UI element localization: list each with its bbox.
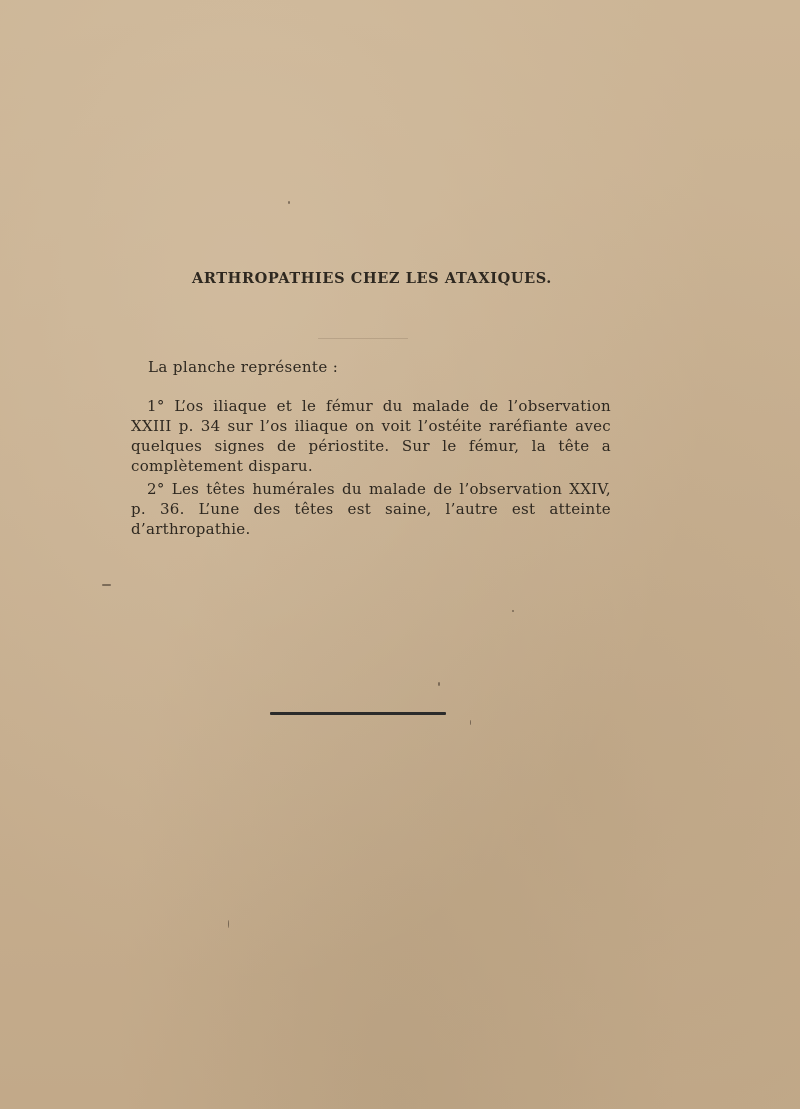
intro-text: La planche représente : <box>148 358 339 376</box>
paper-speck <box>228 920 229 928</box>
page-title-text: ARTHROPATHIES CHEZ LES ATAXIQUES. <box>192 270 552 287</box>
paragraph-2-text: 2° Les têtes humérales du malade de l’observation XXIV, p. 36. L’une des têtes est saine, l’autre est atteinte d’arthropathie. <box>131 480 611 538</box>
paragraph-1-text: 1° L’os iliaque et le fémur du malade de l’observation XXIII p. 34 sur l’os iliaque on voit l’ostéite raréfiante avec quelques signes de périostite. Sur le fémur, la tête a complètement disparu. <box>131 397 611 475</box>
paragraph-1 <box>131 396 611 476</box>
paper-speck <box>438 682 440 686</box>
paper-speck <box>102 584 111 586</box>
paragraph-2 <box>131 479 611 539</box>
paper-speck <box>470 720 471 725</box>
end-divider <box>270 712 446 715</box>
faint-divider <box>318 338 408 339</box>
paper-speck <box>288 201 290 204</box>
paper-speck <box>512 610 514 612</box>
page-title <box>0 270 800 287</box>
